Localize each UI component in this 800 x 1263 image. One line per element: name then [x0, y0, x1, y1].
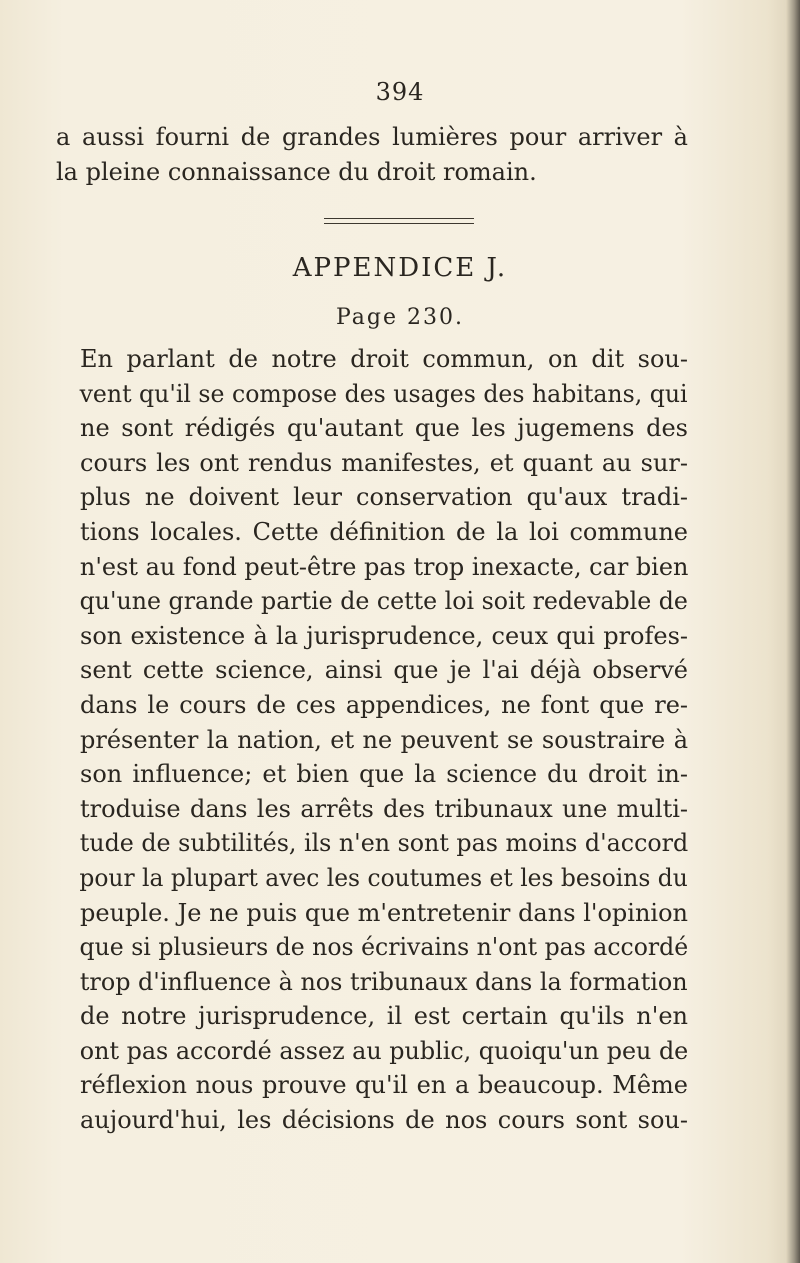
text-line: a aussi fourni de grandes lumières pour arriver à	[56, 123, 688, 151]
text-line: de notre jurisprudence, il est certain qu'ils n'en	[80, 1002, 688, 1031]
text-line: qu'une grande partie de cette loi soit redevable de	[79, 587, 688, 616]
page-edge-shadow	[786, 0, 800, 1263]
text-line: ont pas accordé assez au public, quoiqu'un peu de	[79, 1036, 689, 1065]
text-line: aujourd'hui, les décisions de nos cours sont sou-	[80, 1106, 688, 1135]
text-line: dans le cours de ces appendices, ne font que re-	[80, 690, 688, 719]
text-line: sent cette science, ainsi que je l'ai déjà observé	[80, 656, 688, 685]
text-line: plus ne doivent leur conservation qu'aux tradi-	[80, 483, 688, 512]
text-line: tions locales. Cette définition de la loi commune	[80, 517, 688, 546]
text-line: son influence; et bien que la science du droit in-	[80, 760, 688, 789]
text-line: En parlant de notre droit commun, on dit sou-	[80, 345, 688, 373]
text-line: que si plusieurs de nos écrivains n'ont pas accordé	[79, 933, 689, 962]
text-line: réflexion nous prouve qu'il en a beaucoup. Même	[80, 1071, 688, 1100]
section-divider	[324, 218, 474, 224]
text-line: vent qu'il se compose des usages des habitans, qui	[79, 379, 688, 408]
text-line: peuple. Je ne puis que m'entretenir dans l'opinion	[80, 898, 688, 927]
text-line: présenter la nation, et ne peuvent se soustraire à	[80, 725, 688, 754]
text-line: ne sont rédigés qu'autant que les jugemens des	[80, 414, 688, 443]
appendix-page-reference: Page 230.	[335, 305, 464, 330]
text-line: la pleine connaissance du droit romain.	[56, 157, 537, 186]
text-line: cours les ont rendus manifestes, et quant au sur-	[80, 448, 688, 477]
text-line: trop d'influence à nos tribunaux dans la formation	[79, 967, 688, 996]
appendix-body-paragraph	[56, 342, 688, 1138]
text-line: n'est au fond peut-être pas trop inexacte, car bien	[79, 552, 689, 581]
text-line: troduise dans les arrêts des tribunaux une multi-	[80, 794, 688, 823]
text-line: pour la plupart avec les coutumes et les besoins du	[79, 863, 688, 892]
text-line: tude de subtilités, ils n'en sont pas moins d'accord	[79, 829, 689, 858]
appendix-title: APPENDICE J.	[292, 253, 508, 283]
lead-paragraph	[56, 120, 688, 189]
page-number: 394	[375, 78, 425, 106]
text-line: son existence à la jurisprudence, ceux qui profes-	[80, 621, 688, 650]
